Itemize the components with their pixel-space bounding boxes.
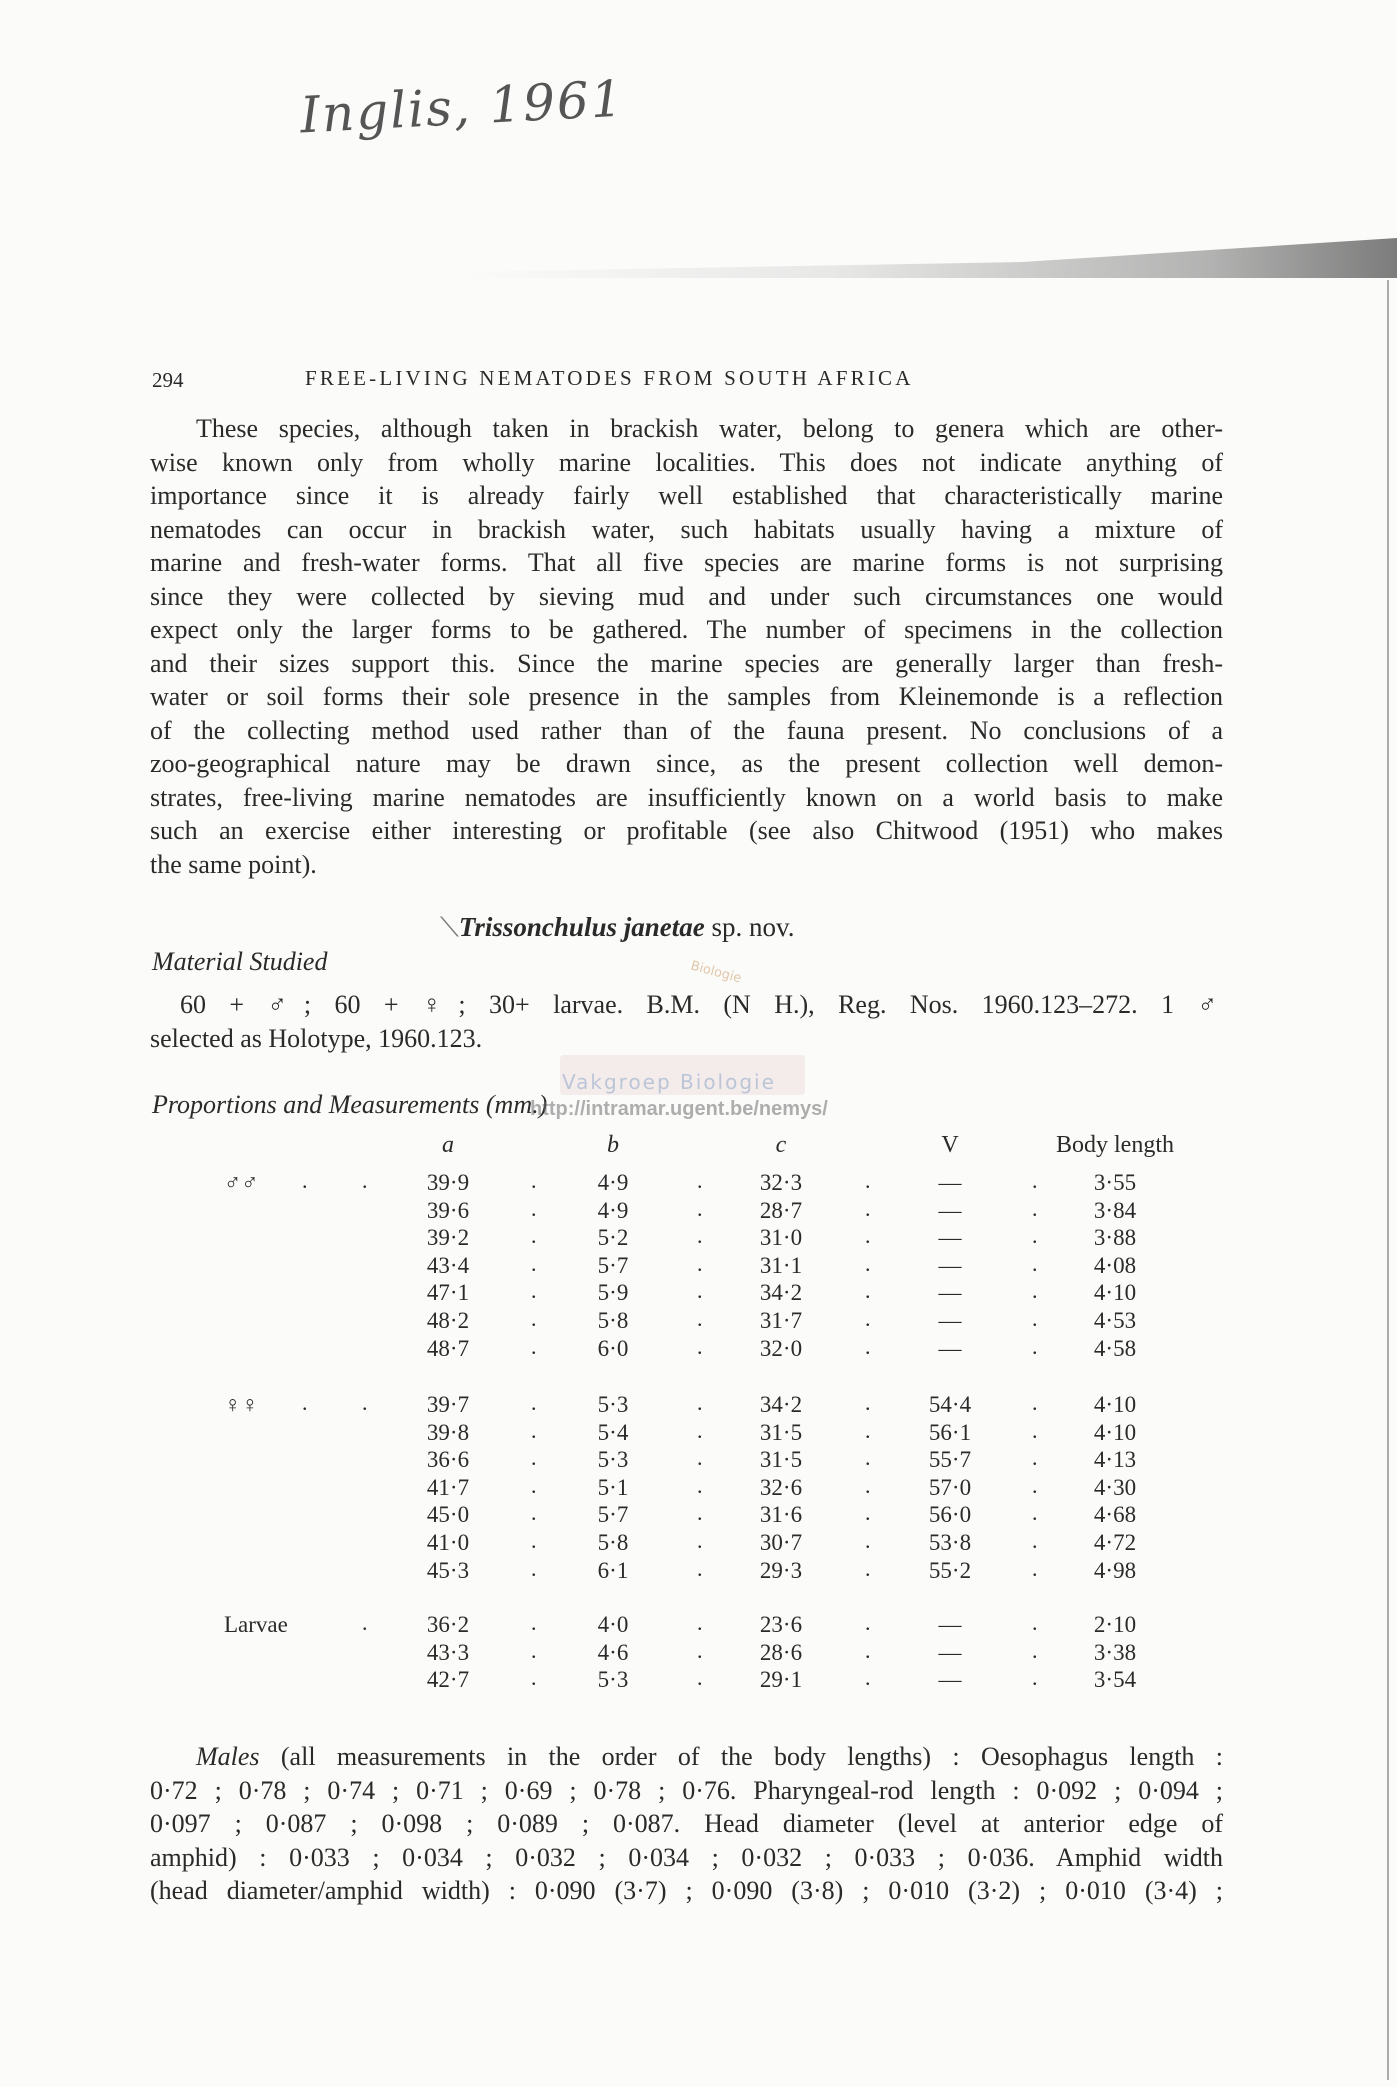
leader-dot: . — [865, 1390, 871, 1415]
table-cell: 42·7 — [426, 1667, 470, 1693]
table-cell: 30·7 — [759, 1530, 803, 1555]
leader-dot: . — [865, 1223, 871, 1249]
leader-dot: . — [697, 1500, 703, 1526]
table-cell: 5·4 — [597, 1419, 629, 1445]
paragraph-line: wise known only from wholly marine localities. This does not indicate anything of — [150, 447, 1223, 477]
paragraph-line: such an exercise either interesting or profitable (see also Chitwood (1951) who makes — [150, 816, 1223, 845]
column-header: Body length — [1056, 1132, 1174, 1158]
table-cell: 28·6 — [759, 1639, 803, 1665]
group-label: Larvae — [224, 1612, 288, 1637]
leader-dot: . — [531, 1278, 537, 1304]
table-cell: — — [938, 1197, 962, 1223]
leader-dot: . — [865, 1445, 871, 1471]
leader-dot: . — [865, 1665, 871, 1691]
males-lead: Males — [196, 1742, 260, 1771]
column-header: b — [607, 1132, 619, 1158]
group-label: ♂♂ — [224, 1170, 259, 1195]
table-cell: 5·8 — [597, 1308, 629, 1333]
leader-dot: . — [697, 1610, 703, 1635]
table-cell: 34·2 — [759, 1392, 803, 1417]
leader-dot: . — [302, 1390, 308, 1415]
table-cell: 29·1 — [759, 1667, 803, 1693]
leader-dot: . — [302, 1168, 308, 1193]
table-cell: 4·98 — [1093, 1557, 1137, 1583]
table-cell: 41·0 — [426, 1530, 470, 1555]
table-cell: 32·6 — [759, 1474, 803, 1500]
table-cell: 32·0 — [759, 1335, 803, 1361]
paragraph-line: These species, although taken in brackish water, belong to genera which are other- — [196, 414, 1223, 443]
table-cell: 39·7 — [426, 1392, 470, 1417]
leader-dot: . — [865, 1472, 871, 1498]
leader-dot: . — [865, 1306, 871, 1331]
leader-dot: . — [362, 1168, 368, 1193]
paragraph-line: importance since it is already fairly well established that characteristically marine — [150, 481, 1223, 510]
table-cell: 36·6 — [426, 1447, 470, 1473]
table-cell: 53·8 — [928, 1530, 972, 1555]
leader-dot: . — [1032, 1417, 1038, 1443]
table-cell: 31·6 — [759, 1502, 803, 1528]
table-cell: 5·3 — [597, 1392, 629, 1417]
leader-dot: . — [362, 1390, 368, 1415]
table-cell: — — [938, 1612, 962, 1637]
leader-dot: . — [1032, 1665, 1038, 1691]
table-cell: 6·1 — [597, 1557, 629, 1583]
table-cell: 48·2 — [426, 1308, 470, 1333]
leader-dot: . — [531, 1528, 537, 1553]
table-cell: 3·54 — [1093, 1667, 1137, 1693]
table-cell: 5·9 — [597, 1280, 629, 1306]
table-cell: 43·4 — [426, 1252, 470, 1278]
table-cell: 4·0 — [597, 1612, 629, 1637]
table-cell: 3·55 — [1093, 1170, 1137, 1195]
table-cell: 31·7 — [759, 1308, 803, 1333]
leader-dot: . — [865, 1500, 871, 1526]
leader-dot: . — [1032, 1472, 1038, 1498]
males-line: 0·72 ; 0·78 ; 0·74 ; 0·71 ; 0·69 ; 0·78 ; 0·76. Pharyngeal-rod length : 0·092 ; 0·094 ; — [150, 1775, 1223, 1805]
column-header: c — [775, 1132, 787, 1158]
material-heading: Material Studied — [152, 947, 328, 976]
leader-dot: . — [1032, 1500, 1038, 1526]
leader-dot: . — [865, 1250, 871, 1276]
leader-dot: . — [531, 1610, 537, 1635]
table-cell: 43·3 — [426, 1639, 470, 1665]
leader-dot: . — [531, 1500, 537, 1526]
leader-dot: . — [531, 1250, 537, 1276]
paragraph-line: nematodes can occur in brackish water, such habitats usually having a mixture of — [150, 514, 1223, 544]
leader-dot: . — [865, 1555, 871, 1581]
leader-dot: . — [697, 1637, 703, 1663]
leader-dot: . — [1032, 1195, 1038, 1221]
page-edge — [1387, 280, 1389, 2080]
table-cell: 41·7 — [426, 1474, 470, 1500]
table-cell: — — [938, 1667, 962, 1693]
table-cell: 31·5 — [759, 1419, 803, 1445]
table-cell: — — [938, 1170, 962, 1195]
table-cell: 55·7 — [928, 1447, 972, 1473]
watermark-arc-text: Biologie — [688, 958, 743, 987]
table-cell: 5·2 — [597, 1225, 629, 1251]
table-cell: 39·9 — [426, 1170, 470, 1195]
table-cell: 6·0 — [597, 1335, 629, 1361]
paragraph-line: since they were collected by sieving mud and under such circumstances one would — [150, 581, 1223, 611]
table-cell: 28·7 — [759, 1197, 803, 1223]
species-title — [440, 912, 794, 944]
leader-dot: . — [865, 1610, 871, 1635]
table-cell: 3·38 — [1093, 1639, 1137, 1665]
leader-dot: . — [1032, 1610, 1038, 1635]
table-cell: 57·0 — [928, 1474, 972, 1500]
table-cell: — — [938, 1639, 962, 1665]
leader-dot: . — [697, 1528, 703, 1553]
table-cell: 5·7 — [597, 1502, 629, 1528]
column-header: a — [442, 1132, 454, 1158]
table-cell: 2·10 — [1093, 1612, 1137, 1637]
leader-dot: . — [531, 1333, 537, 1359]
table-cell: 3·84 — [1093, 1197, 1137, 1223]
leader-dot: . — [1032, 1390, 1038, 1415]
table-cell: — — [938, 1225, 962, 1251]
leader-dot: . — [531, 1223, 537, 1249]
table-cell: 4·10 — [1093, 1280, 1137, 1306]
leader-dot: . — [531, 1637, 537, 1663]
check-mark-icon: ⟍ — [440, 912, 459, 942]
table-cell: 48·7 — [426, 1335, 470, 1361]
leader-dot: . — [1032, 1223, 1038, 1249]
males-line — [196, 1740, 1223, 1773]
table-cell: 39·8 — [426, 1419, 470, 1445]
handwritten-annotation: Inglis, 1961 — [298, 69, 626, 145]
leader-dot: . — [697, 1306, 703, 1331]
table-cell: 5·7 — [597, 1252, 629, 1278]
table-cell: 4·58 — [1093, 1335, 1137, 1361]
leader-dot: . — [697, 1445, 703, 1471]
leader-dot: . — [697, 1195, 703, 1221]
leader-dot: . — [362, 1610, 368, 1635]
table-cell: — — [938, 1252, 962, 1278]
table-cell: 3·88 — [1093, 1225, 1137, 1251]
material-line-2: selected as Holotype, 1960.123. — [150, 1024, 483, 1053]
table-cell: 4·9 — [597, 1197, 629, 1223]
leader-dot: . — [865, 1278, 871, 1304]
leader-dot: . — [865, 1168, 871, 1193]
table-cell: 31·5 — [759, 1447, 803, 1473]
leader-dot: . — [531, 1417, 537, 1443]
leader-dot: . — [697, 1278, 703, 1304]
leader-dot: . — [531, 1306, 537, 1331]
table-cell: 29·3 — [759, 1557, 803, 1583]
table-cell: 4·68 — [1093, 1502, 1137, 1528]
paragraph-line: marine and fresh-water forms. That all five species are marine forms is not surprising — [150, 548, 1223, 577]
leader-dot: . — [697, 1168, 703, 1193]
species-name: Trissonchulus janetae — [458, 912, 705, 942]
leader-dot: . — [865, 1528, 871, 1553]
table-cell: 5·1 — [597, 1474, 629, 1500]
table-cell: 4·6 — [597, 1639, 629, 1665]
species-suffix: sp. nov. — [704, 912, 795, 942]
table-cell: 4·72 — [1093, 1530, 1137, 1555]
paragraph-line: and their sizes support this. Since the marine species are generally larger than fresh- — [150, 648, 1223, 678]
leader-dot: . — [531, 1472, 537, 1498]
table-cell: 4·53 — [1093, 1308, 1137, 1333]
table-cell: 23·6 — [759, 1612, 803, 1637]
table-cell: 5·3 — [597, 1667, 629, 1693]
table-cell: 47·1 — [426, 1280, 470, 1306]
table-cell: 39·2 — [426, 1225, 470, 1251]
leader-dot: . — [1032, 1168, 1038, 1193]
leader-dot: . — [1032, 1555, 1038, 1581]
table-cell: 36·2 — [426, 1612, 470, 1637]
table-cell: — — [938, 1280, 962, 1306]
leader-dot: . — [697, 1417, 703, 1443]
paragraph-line: expect only the larger forms to be gathered. The number of specimens in the collection — [150, 615, 1223, 644]
leader-dot: . — [1032, 1333, 1038, 1359]
table-cell: 55·2 — [928, 1557, 972, 1583]
leader-dot: . — [697, 1665, 703, 1691]
males-line-text: (all measurements in the order of the body lengths) : Oesophagus length : — [259, 1742, 1223, 1771]
table-cell: — — [938, 1335, 962, 1361]
leader-dot: . — [697, 1333, 703, 1359]
leader-dot: . — [697, 1250, 703, 1276]
table-cell: 4·9 — [597, 1170, 629, 1195]
paragraph-line: water or soil forms their sole presence in the samples from Kleinemonde is a reflection — [150, 682, 1223, 711]
leader-dot: . — [865, 1195, 871, 1221]
table-cell: 56·1 — [928, 1419, 972, 1445]
table-cell: 5·8 — [597, 1530, 629, 1555]
leader-dot: . — [531, 1390, 537, 1415]
leader-dot: . — [531, 1195, 537, 1221]
leader-dot: . — [531, 1445, 537, 1471]
males-line: (head diameter/amphid width) : 0·090 (3·7) ; 0·090 (3·8) ; 0·010 (3·2) ; 0·010 (3·4) ; — [150, 1876, 1223, 1905]
paragraph-line: strates, free-living marine nematodes are insufficiently known on a world basis to make — [150, 782, 1223, 812]
table-cell: 5·3 — [597, 1447, 629, 1473]
paragraph-line: zoo-geographical nature may be drawn since, as the present collection well demon- — [150, 749, 1223, 778]
leader-dot: . — [1032, 1637, 1038, 1663]
column-header: V — [941, 1132, 959, 1158]
table-cell: 4·08 — [1093, 1252, 1137, 1278]
males-line: 0·097 ; 0·087 ; 0·098 ; 0·089 ; 0·087. Head diameter (level at anterior edge of — [150, 1809, 1223, 1838]
males-line: amphid) : 0·033 ; 0·034 ; 0·032 ; 0·034 ; 0·032 ; 0·033 ; 0·036. Amphid width — [150, 1842, 1223, 1872]
leader-dot: . — [697, 1390, 703, 1415]
table-cell: 34·2 — [759, 1280, 803, 1306]
page-number: 294 — [152, 368, 184, 392]
leader-dot: . — [865, 1333, 871, 1359]
table-cell: 31·1 — [759, 1252, 803, 1278]
material-line-1: 60 + ♂; 60 + ♀; 30+ larvae. B.M. (N H.), Reg. Nos. 1960.123–272. 1 ♂ — [180, 990, 1217, 1019]
watermark-logo-text: Vakgroep Biologie — [562, 1070, 776, 1094]
leader-dot: . — [697, 1555, 703, 1581]
leader-dot: . — [1032, 1278, 1038, 1304]
paragraph-line: of the collecting method used rather than of the fauna present. No conclusions of a — [150, 715, 1223, 745]
leader-dot: . — [865, 1637, 871, 1663]
table-heading: Proportions and Measurements (mm.) — [152, 1090, 548, 1119]
running-head: FREE-LIVING NEMATODES FROM SOUTH AFRICA — [305, 366, 914, 390]
table-cell: 32·3 — [759, 1170, 803, 1195]
leader-dot: . — [531, 1168, 537, 1193]
table-cell: 45·0 — [426, 1502, 470, 1528]
leader-dot: . — [1032, 1250, 1038, 1276]
leader-dot: . — [1032, 1306, 1038, 1331]
leader-dot: . — [697, 1223, 703, 1249]
table-cell: 39·6 — [426, 1197, 470, 1223]
group-label: ♀♀ — [224, 1392, 259, 1417]
table-cell: 4·10 — [1093, 1419, 1137, 1445]
leader-dot: . — [531, 1665, 537, 1691]
leader-dot: . — [531, 1555, 537, 1581]
watermark-url: http://intramar.ugent.be/nemys/ — [530, 1098, 828, 1120]
leader-dot: . — [697, 1472, 703, 1498]
table-cell: — — [938, 1308, 962, 1333]
table-cell: 4·10 — [1093, 1392, 1137, 1417]
leader-dot: . — [865, 1417, 871, 1443]
table-cell: 45·3 — [426, 1557, 470, 1583]
paragraph-line: the same point). — [150, 849, 317, 879]
table-cell: 4·13 — [1093, 1447, 1137, 1473]
table-cell: 56·0 — [928, 1502, 972, 1528]
table-cell: 54·4 — [928, 1392, 972, 1417]
leader-dot: . — [1032, 1528, 1038, 1553]
table-cell: 4·30 — [1093, 1474, 1137, 1500]
scan-artifact-band — [460, 238, 1397, 278]
table-cell: 31·0 — [759, 1225, 803, 1251]
leader-dot: . — [1032, 1445, 1038, 1471]
